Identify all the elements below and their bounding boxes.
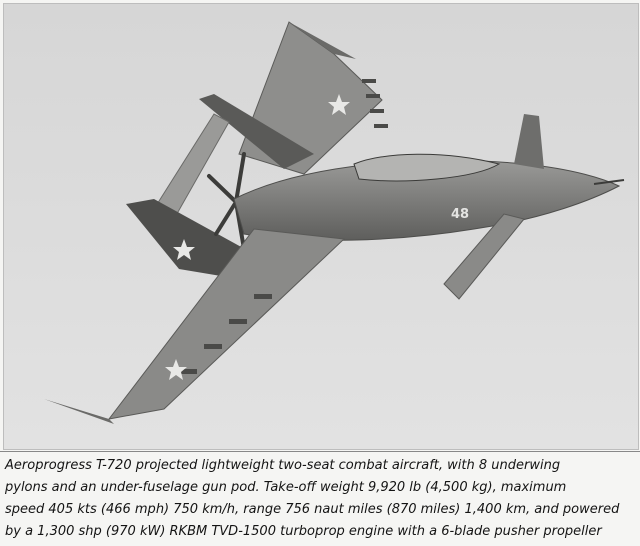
aircraft-photo: [3, 3, 639, 450]
caption-divider: [0, 451, 640, 452]
fuselage-marking: 48: [451, 207, 470, 222]
caption-line: speed 405 kts (466 mph) 750 km/h, range 756 naut miles (870 miles) 1,400 km, and powered: [5, 502, 620, 517]
caption-line: Aeroprogress T-720 projected lightweight two-seat combat aircraft, with 8 underwing: [5, 458, 561, 473]
aircraft-illustration: [4, 4, 638, 449]
caption-line: by a 1,300 shp (970 kW) RKBM TVD-1500 turboprop engine with a 6-blade pusher propeller: [5, 524, 602, 539]
caption-line: pylons and an under-fuselage gun pod. Take-off weight 9,920 lb (4,500 kg), maximum: [5, 480, 567, 495]
photo-caption: [5, 455, 640, 543]
